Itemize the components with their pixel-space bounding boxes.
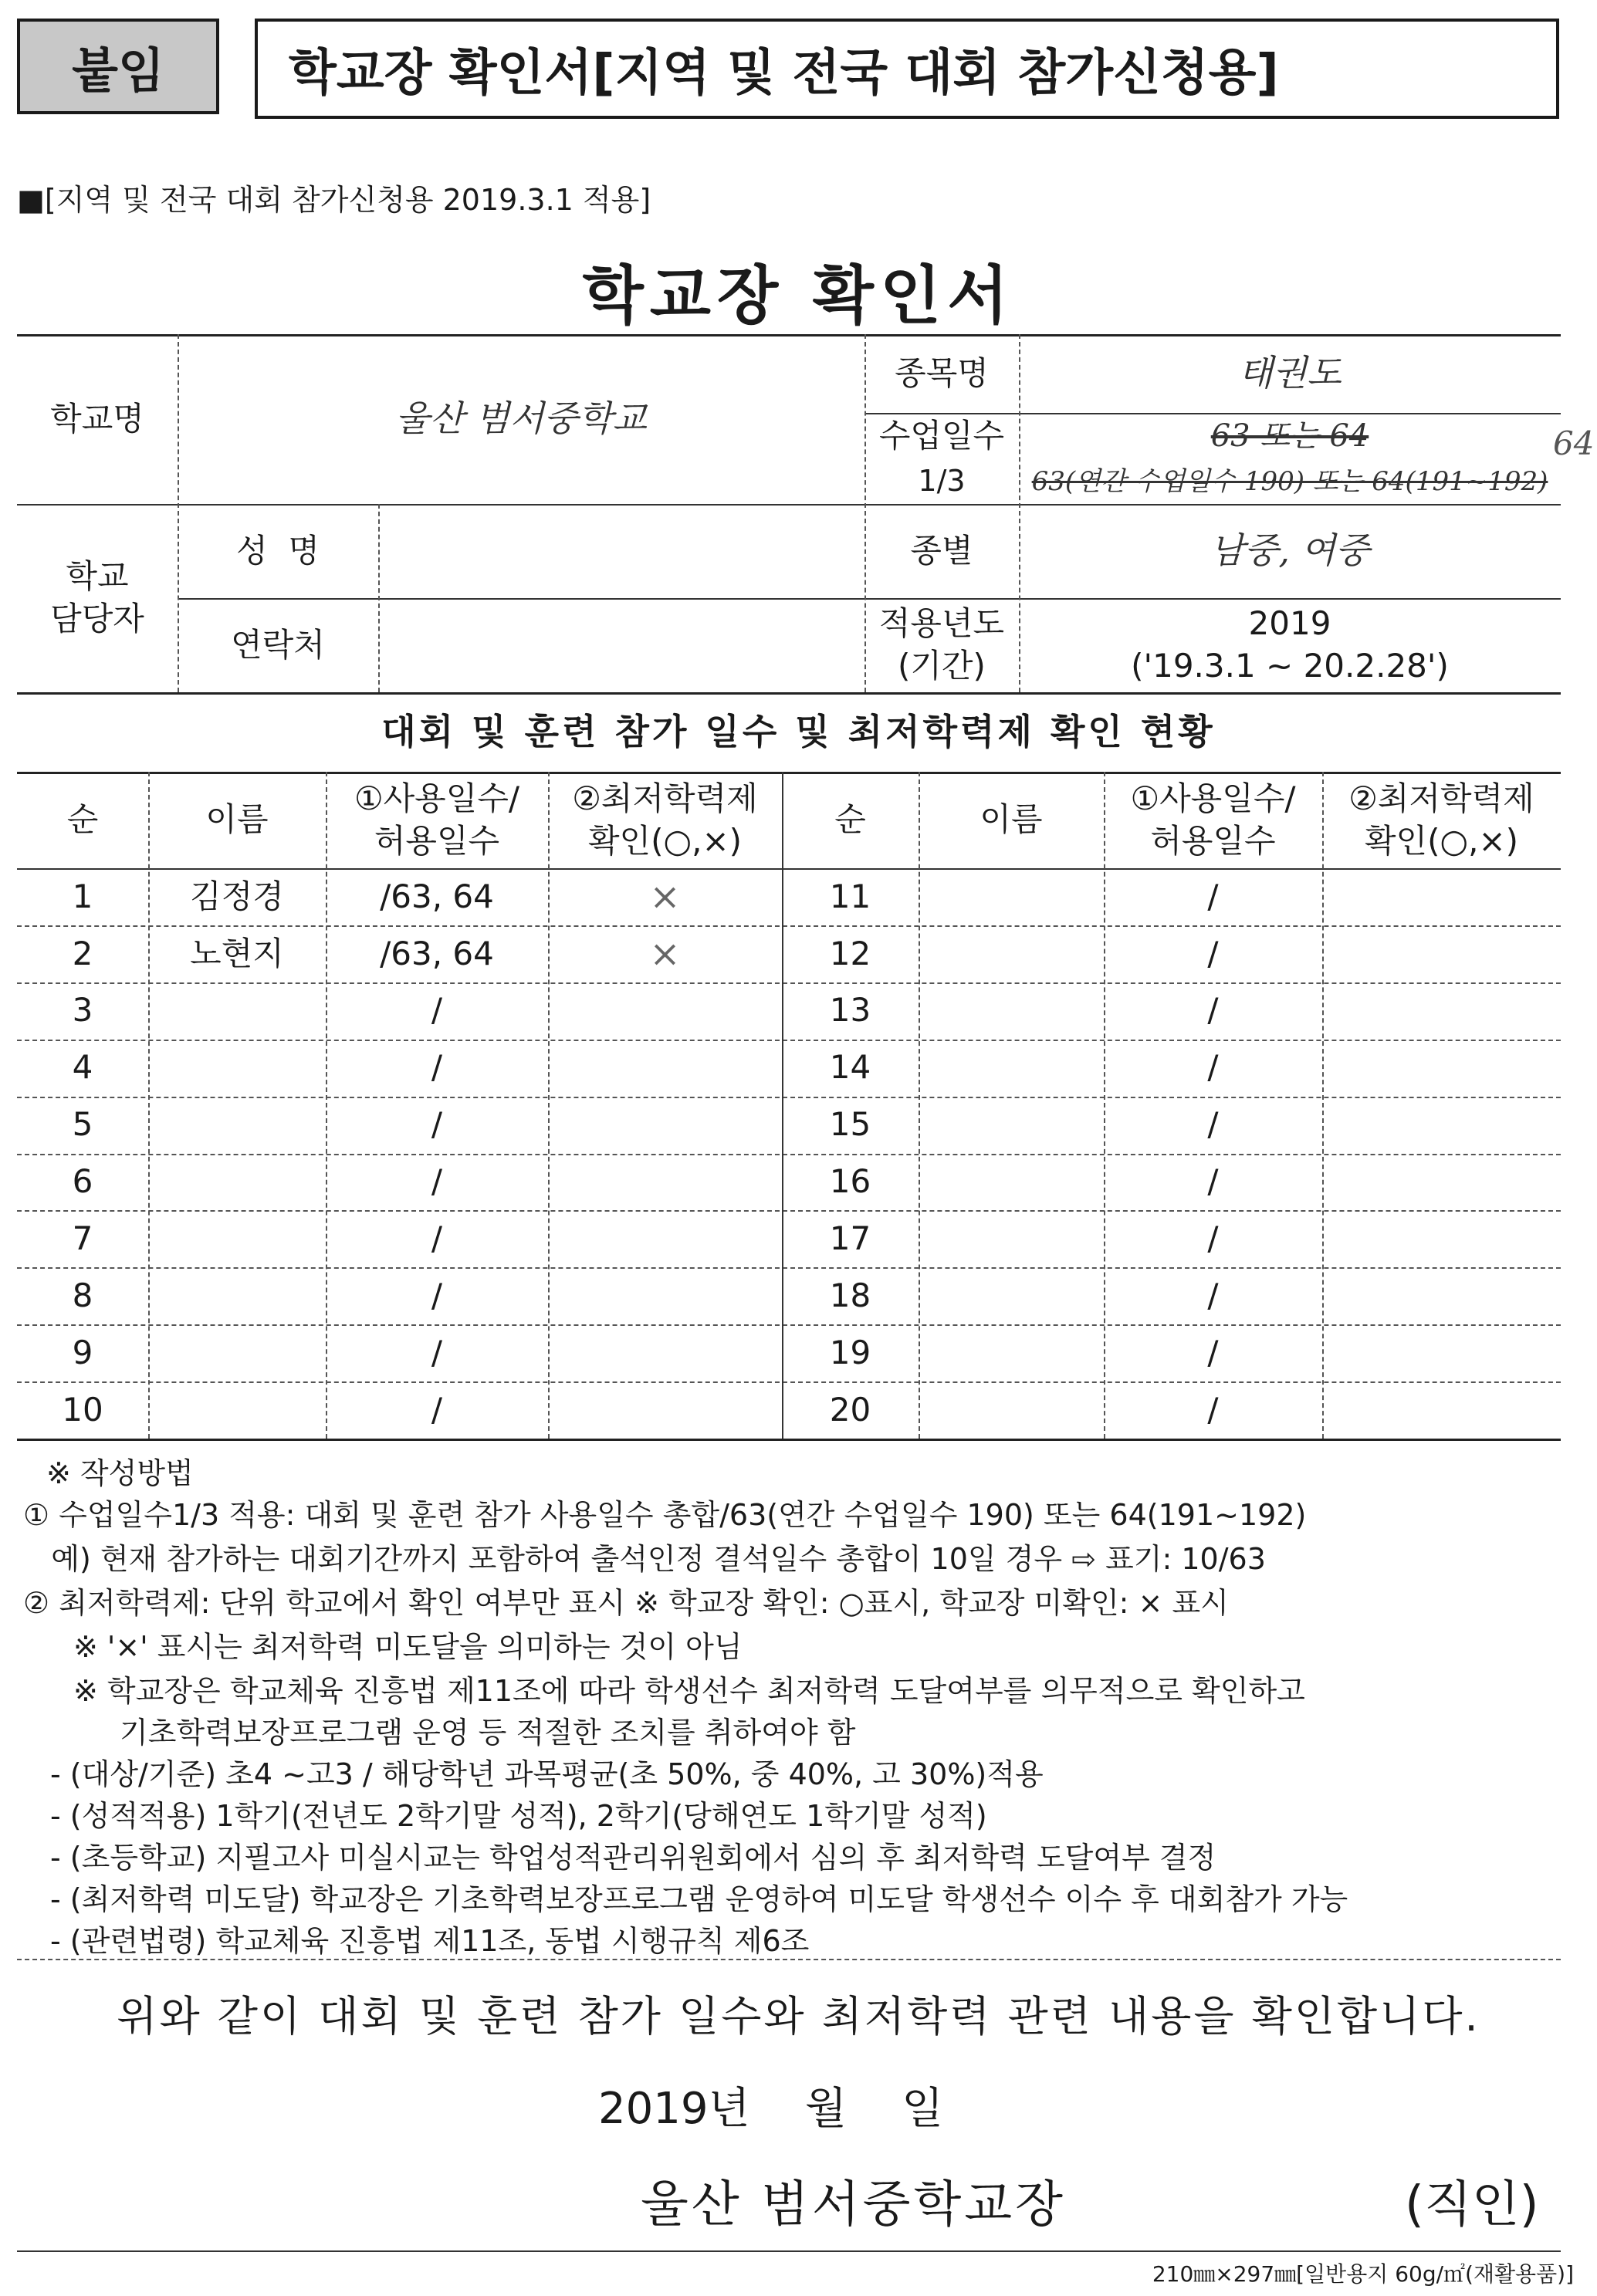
min-achievement-check-right[interactable] (1322, 1267, 1561, 1324)
student-name-right[interactable] (919, 982, 1104, 1040)
min-achievement-check-right[interactable] (1322, 1381, 1561, 1439)
days-used-left[interactable]: /63, 64 (380, 877, 494, 915)
min-achievement-check-left[interactable]: × (649, 932, 681, 976)
student-name-right[interactable] (919, 1040, 1104, 1097)
header-title: 학교장 확인서[지역 및 전국 대회 참가신청용] (255, 19, 1559, 119)
days-used-right[interactable]: / (1207, 991, 1219, 1030)
class-days-margin-note: 64 (1553, 424, 1595, 462)
note-2-b-cont: 기초학력보장프로그램 운영 등 적절한 조치를 취하여야 함 (120, 1716, 856, 1750)
note-2-b: ※ 학교장은 학교체육 진흥법 제11조에 따라 학생선수 최저학력 도달여부를 의무적으로 확인하고 (73, 1674, 1305, 1708)
class-days-ratio-label: 1/3 (918, 464, 966, 499)
days-used-right[interactable]: / (1207, 934, 1219, 972)
note-elementary: - (초등학교) 지필고사 미실시교는 학업성적관리위원회에서 심의 후 최저학력 도달여부 결정 (50, 1841, 1216, 1875)
year-label-line1: 적용년도 (878, 604, 1005, 643)
days-used-left[interactable]: / (431, 1276, 443, 1314)
row-no-right: 15 (829, 1105, 871, 1144)
row-no-right: 13 (829, 991, 871, 1030)
row-no-left: 5 (72, 1105, 93, 1144)
min-achievement-check-right[interactable] (1322, 925, 1561, 982)
staff-label-line1: 학교 (66, 557, 129, 596)
section-title: 대회 및 훈련 참가 일수 및 최저학력제 확인 현황 (381, 711, 1216, 752)
student-name-left[interactable]: 노현지 (190, 934, 284, 972)
student-name-left[interactable] (148, 1040, 326, 1097)
note-2: ② 최저학력제: 단위 학교에서 확인 여부만 표시 ※ 학교장 확인: ○표시, 학교장 미확인: × 표시 (23, 1586, 1229, 1620)
min-achievement-check-right[interactable] (1322, 1154, 1561, 1211)
days-used-left[interactable]: / (431, 1390, 443, 1429)
year-value (1019, 598, 1561, 692)
principal-name: 울산 범서중학교장 (641, 2176, 1066, 2233)
days-used-right[interactable]: / (1207, 1390, 1219, 1429)
note-law: - (관련법령) 학교체육 진흥법 제11조, 동법 시행규칙 제6조 (50, 1924, 810, 1958)
student-name-left[interactable] (148, 1154, 326, 1211)
row-no-left: 1 (72, 877, 93, 915)
row-no-right: 14 (829, 1048, 871, 1087)
note-target: - (대상/기준) 초4 ~고3 / 해당학년 과목평균(초 50%, 중 40%, 고 30%)적용 (50, 1757, 1044, 1791)
student-name-right[interactable] (919, 1381, 1104, 1439)
days-used-left[interactable]: / (431, 1105, 443, 1144)
col-header-days-line2: 허용일수 (374, 821, 500, 860)
paper-spec: 210㎜×297㎜[일반용지 60g/㎡(재활용품)] (1152, 2261, 1574, 2287)
staff-contact-value[interactable] (378, 598, 864, 692)
school-name-label: 학교명 (50, 399, 144, 438)
student-name-right[interactable] (919, 1154, 1104, 1211)
row-no-left: 2 (72, 934, 93, 972)
instructions-title: ※ 작성방법 (46, 1456, 194, 1490)
col-header-no: 순 (66, 800, 99, 839)
staff-name-label: 성 명 (236, 531, 320, 570)
row-no-left: 9 (72, 1333, 93, 1371)
row-no-right: 17 (829, 1219, 871, 1258)
year-value-year: 2019 (1248, 604, 1331, 643)
student-name-left[interactable] (148, 1324, 326, 1381)
min-achievement-check-right[interactable] (1322, 1097, 1561, 1154)
row-no-right: 16 (829, 1162, 871, 1201)
student-name-right[interactable] (919, 868, 1104, 925)
staff-label (17, 504, 178, 692)
col-header-days-right-line2: 허용일수 (1150, 821, 1276, 860)
row-no-right: 12 (829, 934, 871, 972)
student-name-left[interactable] (148, 1097, 326, 1154)
year-value-period: ('19.3.1 ~ 20.2.28') (1131, 647, 1449, 685)
row-no-left: 8 (72, 1276, 93, 1314)
days-used-right[interactable]: / (1207, 1333, 1219, 1371)
class-days-value: 63 또는 64 (1210, 418, 1369, 454)
official-seal: (직인) (1405, 2176, 1539, 2233)
student-name-right[interactable] (919, 1097, 1104, 1154)
min-achievement-check-right[interactable] (1322, 982, 1561, 1040)
year-label-line2: (기간) (898, 647, 986, 685)
note-below-min: - (최저학력 미도달) 학교장은 기초학력보장프로그램 운영하여 미도달 학생선수 이수 후 대회참가 가능 (50, 1882, 1348, 1916)
min-achievement-check-left[interactable] (548, 982, 782, 1040)
min-achievement-check-right[interactable] (1322, 868, 1561, 925)
student-name-left[interactable] (148, 1210, 326, 1267)
days-used-left[interactable]: / (431, 1048, 443, 1087)
days-used-right[interactable]: / (1207, 1048, 1219, 1087)
school-name-value: 울산 범서중학교 (395, 397, 647, 440)
days-used-left[interactable]: / (431, 991, 443, 1030)
min-achievement-check-left[interactable] (548, 1097, 782, 1154)
col-header-no-right: 순 (834, 800, 866, 839)
category-label: 종별 (910, 531, 973, 570)
attachment-tag: 붙임 (17, 19, 219, 114)
min-achievement-check-left[interactable] (548, 1210, 782, 1267)
days-used-right[interactable]: / (1207, 1105, 1219, 1144)
days-used-right[interactable]: / (1207, 1219, 1219, 1258)
days-used-left[interactable]: / (431, 1333, 443, 1371)
confirmation-text: 위와 같이 대회 및 훈련 참가 일수와 최저학력 관련 내용을 확인합니다. (117, 1992, 1480, 2041)
col-header-min (548, 772, 782, 868)
col-header-days-line1: ①사용일수/ (354, 779, 520, 817)
student-name-right[interactable] (919, 925, 1104, 982)
student-name-right[interactable] (919, 1267, 1104, 1324)
days-used-right[interactable]: / (1207, 1276, 1219, 1314)
note-grades: - (성적적용) 1학기(전년도 2학기말 성적), 2학기(당해연도 1학기말 성적) (50, 1799, 987, 1833)
min-achievement-check-right[interactable] (1322, 1210, 1561, 1267)
form-subtitle: ■[지역 및 전국 대회 참가신청용 2019.3.1 적용] (17, 183, 651, 217)
note-2-a: ※ '×' 표시는 최저학력 미도달을 의미하는 것이 아님 (73, 1630, 743, 1664)
date-line[interactable]: 2019년 월 일 (598, 2084, 944, 2134)
days-used-left[interactable]: / (431, 1162, 443, 1201)
document-title: 학교장 확인서 (582, 259, 1015, 333)
class-days-label: 수업일수 (878, 416, 1005, 455)
row-no-left: 6 (72, 1162, 93, 1201)
row-no-left: 7 (72, 1219, 93, 1258)
student-name-left[interactable] (148, 982, 326, 1040)
row-no-left: 3 (72, 991, 93, 1030)
row-no-right: 19 (829, 1333, 871, 1371)
min-achievement-check-left[interactable] (548, 1040, 782, 1097)
days-used-right[interactable]: / (1207, 877, 1219, 915)
min-achievement-check-left[interactable] (548, 1154, 782, 1211)
class-days-detail: 63(연간 수업일수 190) 또는 64(191~192) (1031, 465, 1548, 497)
col-header-min-right (1322, 772, 1561, 868)
note-1-example: 예) 현재 참가하는 대회기간까지 포함하여 출석인정 결석일수 총합이 10일 경우 ⇨ 표기: 10/63 (23, 1542, 1266, 1576)
row-no-left: 10 (62, 1390, 103, 1429)
min-achievement-check-left[interactable] (548, 1267, 782, 1324)
year-label (864, 598, 1019, 692)
student-name-right[interactable] (919, 1210, 1104, 1267)
student-name-left[interactable]: 김정경 (190, 877, 284, 915)
min-achievement-check-left[interactable] (548, 1324, 782, 1381)
note-1: ① 수업일수1/3 적용: 대회 및 훈련 참가 사용일수 총합/63(연간 수업일수 190) 또는 64(191~192) (23, 1498, 1307, 1532)
student-name-left[interactable] (148, 1381, 326, 1439)
staff-contact-label: 연락처 (231, 625, 325, 664)
col-header-min-line1: ②최저학력제 (572, 779, 758, 817)
col-header-days-right-line1: ①사용일수/ (1130, 779, 1296, 817)
col-header-days-right (1104, 772, 1322, 868)
staff-name-value[interactable] (378, 504, 864, 598)
col-header-min-line2: 확인(○,×) (587, 821, 743, 860)
row-no-right: 20 (829, 1390, 871, 1429)
days-used-left[interactable]: /63, 64 (380, 934, 494, 972)
category-value: 남중, 여중 (1210, 529, 1370, 572)
days-used-right[interactable]: / (1207, 1162, 1219, 1201)
days-used-left[interactable]: / (431, 1219, 443, 1258)
col-header-days (326, 772, 548, 868)
min-achievement-check-left[interactable] (548, 1381, 782, 1439)
event-value: 태권도 (1238, 352, 1342, 394)
student-name-left[interactable] (148, 1267, 326, 1324)
row-no-left: 4 (72, 1048, 93, 1087)
row-no-right: 11 (829, 877, 871, 915)
min-achievement-check-left[interactable]: × (649, 874, 681, 918)
col-header-name: 이름 (205, 800, 269, 839)
col-header-name-right: 이름 (980, 800, 1043, 839)
min-achievement-check-right[interactable] (1322, 1324, 1561, 1381)
min-achievement-check-right[interactable] (1322, 1040, 1561, 1097)
row-no-right: 18 (829, 1276, 871, 1314)
col-header-min-right-line1: ②최저학력제 (1348, 779, 1534, 817)
col-header-min-right-line2: 확인(○,×) (1364, 821, 1519, 860)
event-label: 종목명 (895, 353, 989, 392)
staff-label-line2: 담당자 (50, 600, 144, 637)
student-name-right[interactable] (919, 1324, 1104, 1381)
